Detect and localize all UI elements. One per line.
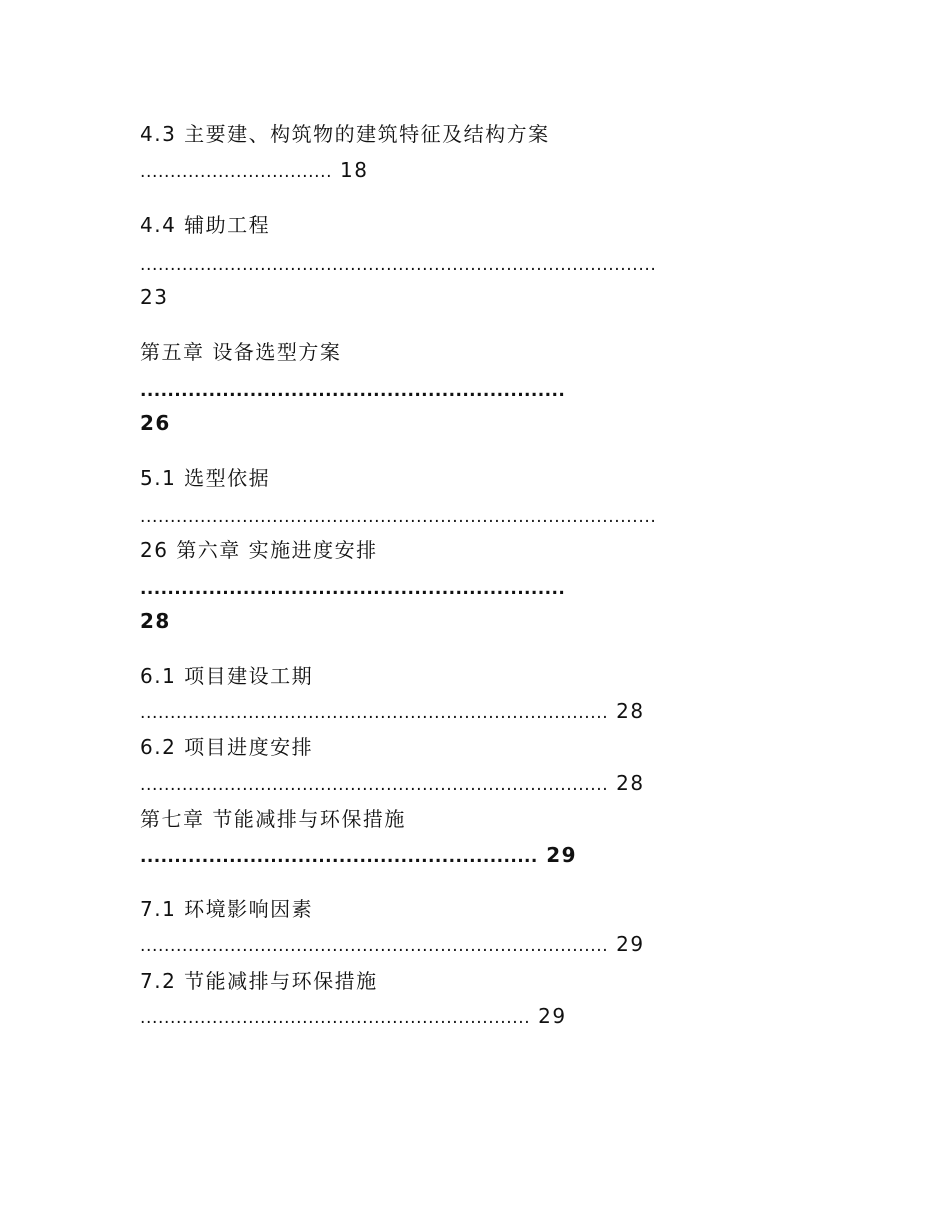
page-number: 18	[339, 158, 369, 182]
dot-leader: ..............................................................................	[140, 936, 609, 956]
dot-leader: ................................	[140, 162, 333, 182]
toc-entry-6-2-leader-row	[140, 771, 645, 797]
toc-entry-6-1-title: 6.1 项目建设工期	[140, 664, 314, 688]
dot-leader: ..............................................................	[140, 579, 566, 599]
toc-entry-7-2-leader-row	[140, 1004, 567, 1030]
toc-entry-6-2-title: 6.2 项目进度安排	[140, 735, 314, 759]
toc-entry-7-1-title: 7.1 环境影响因素	[140, 897, 314, 921]
toc-entry-7-2-title: 7.2 节能减排与环保措施	[140, 969, 378, 993]
dot-leader: .................................................................	[140, 1008, 531, 1028]
dot-leader: ..............................................................................	[140, 703, 609, 723]
toc-entry-5-1-page-and-chapter-6	[140, 538, 378, 562]
toc-entry-4-4-page: 23	[140, 285, 169, 309]
toc-entry-4-3-title: 4.3 主要建、构筑物的建筑特征及结构方案	[140, 122, 550, 146]
toc-chapter-6-title: 第六章 实施进度安排	[176, 538, 378, 562]
page-number: 26	[140, 538, 169, 562]
toc-chapter-7-leader-row	[140, 843, 577, 869]
toc-chapter-5-page: 26	[140, 411, 171, 435]
toc-entry-6-1-leader-row	[140, 699, 645, 725]
toc-chapter-6-page: 28	[140, 609, 171, 633]
dot-leader: ..............................................................	[140, 381, 566, 401]
toc-chapter-5-title: 第五章 设备选型方案	[140, 340, 342, 364]
dot-leader: ......................................................................................	[140, 255, 657, 275]
toc-entry-4-4-leader	[140, 251, 656, 277]
toc-entry-4-4-title: 4.4 辅助工程	[140, 213, 271, 237]
dot-leader: ..........................................................	[140, 847, 538, 867]
toc-entry-7-1-leader-row	[140, 932, 645, 958]
dot-leader: ......................................................................................	[140, 507, 657, 527]
page-number: 29	[616, 932, 645, 956]
toc-chapter-5-leader	[140, 377, 565, 403]
toc-chapter-7-title: 第七章 节能减排与环保措施	[140, 807, 406, 831]
page-number: 29	[546, 843, 578, 867]
toc-entry-4-3-leader-row	[140, 158, 368, 184]
toc-entry-5-1-leader	[140, 503, 656, 529]
page-number: 28	[616, 771, 645, 795]
dot-leader: ..............................................................................	[140, 775, 609, 795]
toc-chapter-6-leader	[140, 575, 565, 601]
toc-entry-5-1-title: 5.1 选型依据	[140, 466, 271, 490]
page-number: 28	[616, 699, 645, 723]
page-number: 29	[538, 1004, 567, 1028]
